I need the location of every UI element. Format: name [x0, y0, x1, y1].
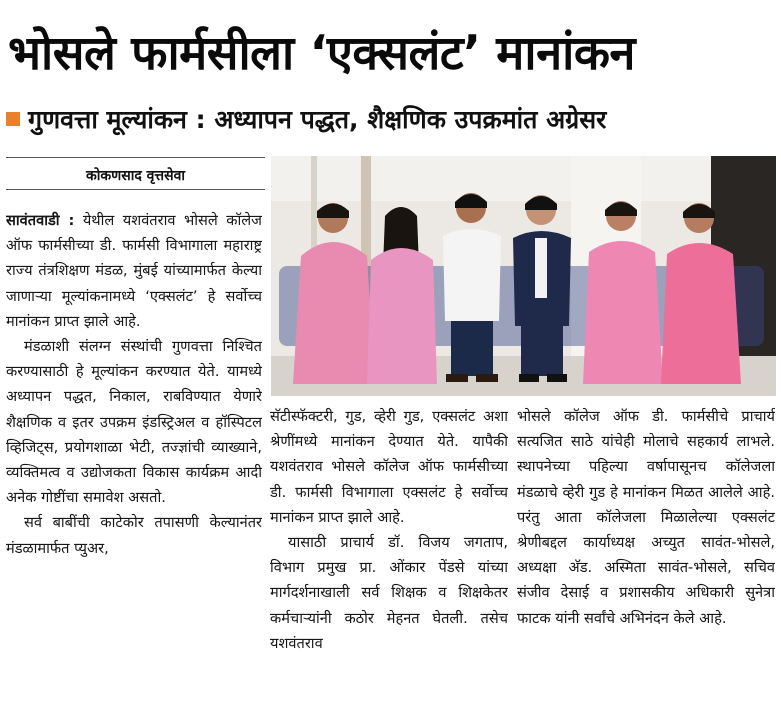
subheadline-row — [6, 96, 776, 142]
paragraph: सॅटीस्फॅक्टरी, गुड, व्हेरी गुड, एक्सलंट अशा श्रेणींमध्ये मानांकन देण्यात येते. यापैकी यशवंतराव भोसले कॉलेज ऑफ फार्मसीच्या डी. फार्मसी विभागाला एक्सलंट हे सर्वोच्च मानांकन प्राप्त झाले आहे. — [270, 408, 508, 526]
dateline: सावंतवाडी : — [6, 212, 75, 229]
article-column-3 — [517, 404, 775, 722]
group-photo — [271, 156, 776, 396]
byline: कोकणसाद वृत्तसेवा — [6, 162, 265, 190]
bullet-square-icon — [6, 112, 20, 126]
paragraph: यासाठी प्राचार्य डॉ. विजय जगताप, विभाग प्रमुख प्रा. ओंकार पेंडसे यांच्या मार्गदर्शनाखाली सर्व शिक्षक व शिक्षकेतर कर्मचाऱ्यांनी कठोर मेहनत घेतली. तसेच यशवंतराव — [270, 534, 508, 652]
headline: भोसले फार्मसीला ‘एक्सलंट’ मानांकन — [8, 26, 636, 81]
paragraph: सर्व बाबींची काटेकोर तपासणी केल्यानंतर मंडळामार्फत प्युअर, — [6, 514, 262, 557]
subheadline: गुणवत्ता मूल्यांकन : अध्यापन पद्धत, शैक्षणिक उपक्रमांत अग्रेसर — [28, 105, 607, 134]
paragraph: मंडळाशी संलग्न संस्थांची गुणवत्ता निश्चित करण्यासाठी हे मूल्यांकन करण्यात येते. यामध्ये अध्यापन पद्धत, निकाल, राबविण्यात येणारे शैक्षणिक व इतर उपक्रम इंडस्ट्रिअल व हॉस्पिटल व्हिजिट्स, प्रयोगशाळा भेटी, तज्ज्ञांची व्याख्याने, व्यक्तिमत्व व उद्योजकता विकास कार्यक्रम आदी अनेक गोष्टींचा समावेश असतो. — [6, 338, 262, 507]
lead-text: येथील यशवंतराव भोसले कॉलेज ऑफ फार्मसीच्या डी. फार्मसी विभागाला महाराष्ट्र राज्य तंत्रशिक्षण मंडळ, मुंबई यांच्यामार्फत केल्या जाणाऱ्या मूल्यांकनामध्ये ‘एक्सलंट’ हे सर्वोच्च मानांकन प्राप्त झाले आहे. — [6, 212, 262, 330]
lead-paragraph — [6, 208, 262, 334]
group-photo-illustration — [271, 156, 776, 396]
article-column-1 — [6, 208, 262, 716]
article-column-2 — [270, 404, 508, 716]
paragraph: भोसले कॉलेज ऑफ डी. फार्मसीचे प्राचार्य सत्यजित साठे यांचेही मोलाचे सहकार्य लाभले. स्थापनेच्या पहिल्या वर्षापासूनच कॉलेजला मंडळाचे व्हेरी गुड हे मानांकन मिळत आलेले आहे. परंतु आता कॉलेजला मिळालेल्या एक्सलंट श्रेणीबद्दल कार्याध्यक्ष अच्युत सावंत-भोसले, अध्यक्षा अ‍ॅड. अस्मिता सावंत-भोसले, सचिव संजीव देसाई व प्रशासकीय अधिकारी सुनेत्रा फाटक यांनी सर्वांचे अभिनंदन केले आहे. — [517, 408, 775, 627]
byline-rule — [6, 157, 265, 158]
